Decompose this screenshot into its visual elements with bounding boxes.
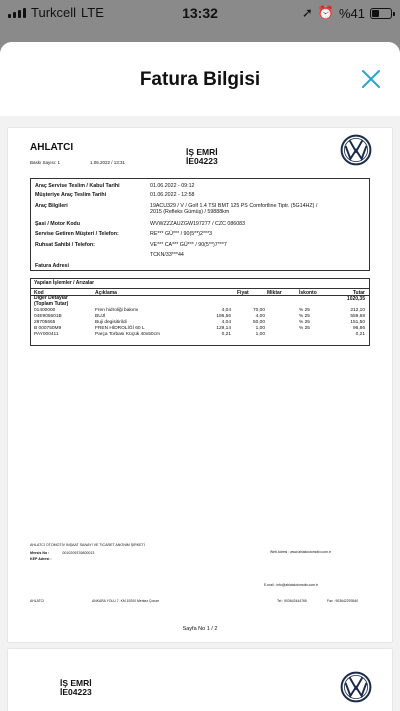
carrier-name: Turkcell — [31, 5, 77, 20]
kep-label: KEP Adresi : — [30, 557, 52, 561]
status-right — [302, 5, 392, 21]
cell-price: 0,21 — [221, 332, 231, 337]
col-qty: Miktar — [267, 290, 282, 296]
cell-code: B 000750M9 — [34, 326, 62, 331]
status-bar — [0, 0, 400, 28]
cell-discount: % 25 — [299, 314, 310, 319]
print-count: Baskı Sayısı: 1 — [30, 160, 61, 165]
invoice-sheet — [0, 42, 400, 711]
vw-logo-icon — [340, 671, 372, 703]
page-number: Sayfa No 1 / 2 — [182, 626, 218, 632]
vehicle-info-box — [30, 178, 370, 271]
cell-qty: 70,00 — [252, 308, 265, 313]
footer-company-name: AHLATCI OTOMOTİV İNŞAAT SANAYİ VE TİCARET ANONİM ŞİRKETİ — [30, 543, 145, 547]
col-price: Fiyat — [237, 290, 249, 296]
work-order-block — [60, 679, 92, 697]
col-discount: İskonto — [299, 290, 317, 296]
info-value: 01.06.2022 - 12:58 — [150, 192, 195, 198]
footer-email: E-mail : info@ahlatciotomotiv.com.tr — [264, 583, 319, 587]
doc-number: İE04223 — [186, 156, 218, 166]
cell-desc: Buji degisitirildi — [95, 320, 127, 325]
footer-tel: Tel : 903642444765 — [277, 599, 307, 603]
info-label: Ruhsat Sahibi / Telefon: — [35, 242, 95, 248]
cell-code: 28705665 — [34, 320, 56, 325]
cell-price: 186,56 — [216, 314, 231, 319]
footer-company-block — [30, 543, 145, 561]
footer-address: ANKARA YOLU 7. KM 19200 Merkez Çorum — [92, 599, 160, 603]
work-table-header — [31, 288, 369, 296]
info-label: Araç Bilgileri — [35, 203, 68, 209]
page-title: Fatura Bilgisi — [139, 69, 261, 90]
print-date: 1.06.2022 / 13:31 — [90, 160, 126, 165]
invoice-page-1 — [8, 128, 392, 642]
mersis-value: 0010209376800013 — [62, 551, 95, 555]
footer-web: Web Adresi : www.ahlatciotomotiv.com.tr — [270, 550, 331, 554]
info-value: 19ACU329 / V / Golf 1.4 TSI BMT 125 PS Comfortline Tiptr. (5G14HZ) / — [150, 203, 318, 209]
info-value: 01.06.2022 - 09:12 — [150, 183, 195, 189]
cell-code: 01400000 — [34, 308, 56, 313]
cell-price: 4,04 — [221, 320, 231, 325]
info-label: Fatura Adresi — [35, 263, 69, 269]
cell-qty: 50,00 — [252, 320, 265, 325]
clock: 13:32 — [182, 5, 218, 21]
info-value: VE*** CA*** GÜ*** / 90(5**)7***7 — [150, 242, 227, 248]
doc-type: İŞ EMRİ — [60, 678, 92, 688]
cell-code: PAY000411 — [34, 332, 59, 337]
cell-desc: Parça Torbası Küçük 40x50cm — [95, 332, 160, 337]
doc-type: İŞ EMRİ — [186, 147, 218, 157]
print-info — [30, 160, 125, 165]
subheading-text: Diğer Detaylar — [34, 295, 68, 301]
battery-percent: %41 — [338, 5, 365, 21]
cell-total: 151,50 — [350, 320, 365, 325]
cell-desc: Fren hidroliği bakımı — [95, 308, 139, 313]
info-value: 2015 (Refleks Gümüş) / 59888km — [150, 209, 230, 215]
invoice-page-2 — [8, 649, 392, 711]
grand-total: 1020,35 — [346, 296, 365, 302]
work-order-block — [186, 148, 218, 166]
doc-number: İE04223 — [60, 687, 92, 697]
info-value: TCKN/33***44 — [150, 252, 184, 258]
kep-line — [30, 557, 145, 561]
cell-discount: % 25 — [299, 320, 310, 325]
mersis-label: Mersis No : — [30, 551, 50, 555]
info-label: Müşteriye Araç Teslim Tarihi — [35, 192, 107, 198]
info-value: WVWZZZAUZGW197277 / CZC 086083 — [150, 221, 246, 227]
cell-total: 559,68 — [350, 314, 365, 319]
footer-short-name: AHLATCI — [30, 599, 45, 603]
cell-total: 0,21 — [355, 332, 365, 337]
col-desc: Açıklama — [95, 290, 117, 296]
info-label: Servise Getiren Müşteri / Telefon: — [35, 231, 119, 237]
info-label: Şasi / Motor Kodu — [35, 221, 81, 227]
work-title: Yapılan İşlemler / Arızalar — [34, 280, 95, 286]
work-items-box — [30, 278, 370, 346]
cell-qty: 1,00 — [255, 326, 265, 331]
vw-logo-icon — [340, 134, 372, 166]
company-name: AHLATCI — [30, 142, 74, 153]
footer-fax: Fax : 903642293540 — [327, 599, 359, 603]
alarm-icon: ⏰ — [317, 5, 334, 20]
close-icon[interactable] — [360, 68, 382, 90]
info-label: Araç Servise Teslim / Kabul Tarihi — [35, 183, 120, 189]
cell-qty: 1,00 — [255, 332, 265, 337]
col-code: Kod — [34, 290, 44, 296]
mersis-line — [30, 551, 145, 555]
info-value: RE*** GÜ*** / 90(5**)2***3 — [150, 231, 213, 237]
work-subheading — [34, 296, 68, 307]
cell-discount: % 25 — [299, 326, 310, 331]
cell-code: 04E905601B — [34, 314, 62, 319]
cell-price: 129,14 — [216, 326, 231, 331]
subheading-text-2: (Toplam Tutar) — [34, 300, 69, 307]
location-icon: ➚ — [301, 5, 313, 20]
col-total: Tutar — [352, 290, 365, 296]
sheet-header — [0, 42, 400, 116]
cell-price: 4,04 — [221, 308, 231, 313]
table-row — [31, 331, 369, 337]
cell-desc: FREN HİDROLİĞİ 60 L — [95, 326, 145, 331]
cell-desc: BUJİ — [95, 314, 106, 319]
battery-icon — [370, 8, 392, 19]
network-type: LTE — [81, 5, 104, 20]
cell-total: 212,10 — [350, 308, 365, 313]
cell-discount: % 25 — [299, 308, 310, 313]
cell-total: 96,86 — [352, 326, 365, 331]
cell-qty: 4,00 — [255, 314, 265, 319]
